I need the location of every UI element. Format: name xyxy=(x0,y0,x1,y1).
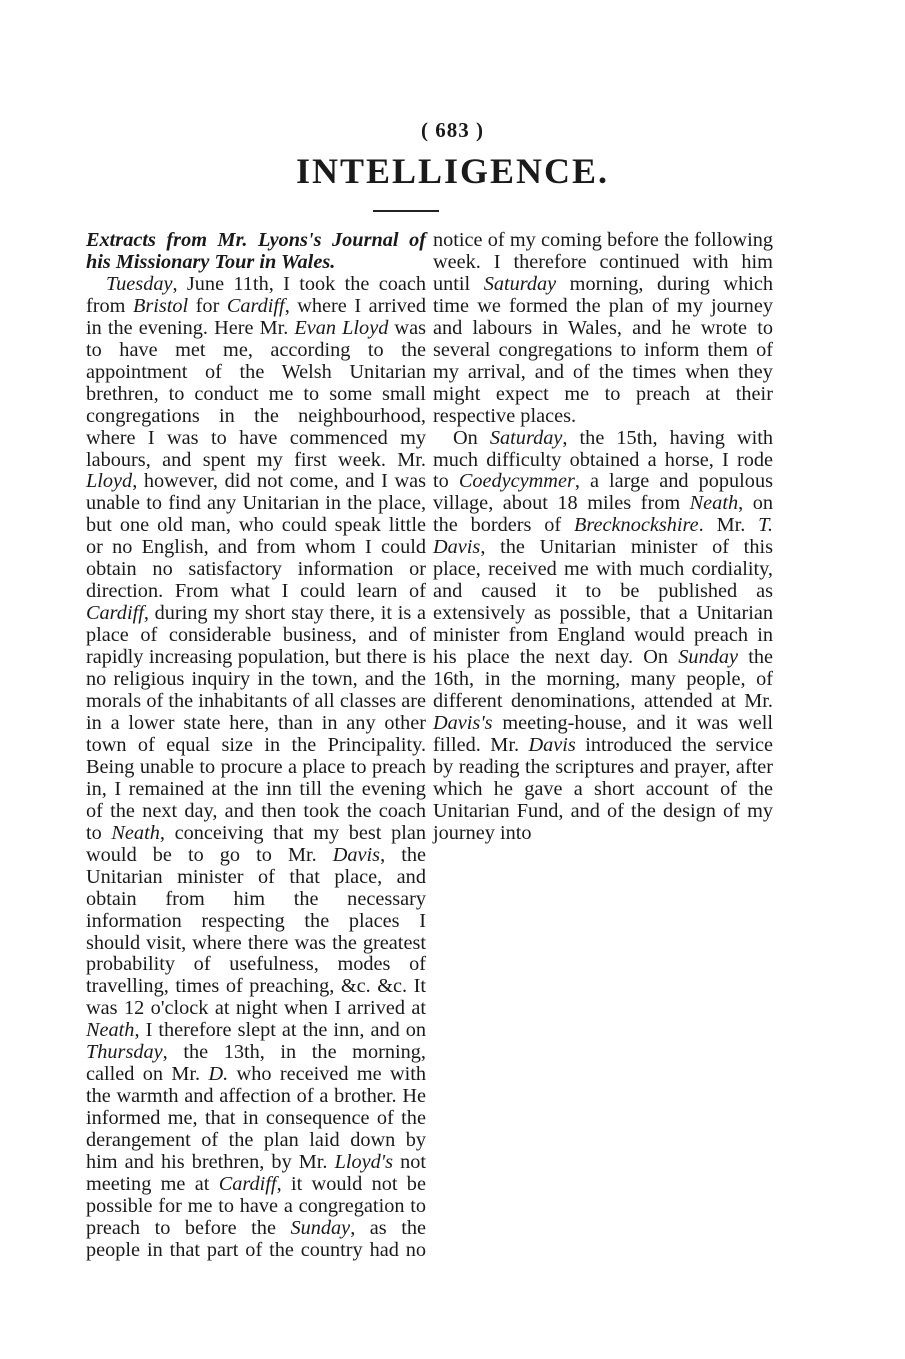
right-column xyxy=(433,230,773,845)
flow-left xyxy=(86,230,426,1262)
paragraph-1-continued: notice of my coming before the following week. I therefore continued with him until Saturday morning, during which time we formed the plan of my journey and labours in Wales, and he wrote to several congregations to inform them of my arrival, and of the times when they might expect me to preach at their respective places. xyxy=(433,229,773,427)
article-title: Extracts from Mr. Lyons's Journal of his Missionary Tour in Wales. xyxy=(86,229,426,273)
paragraph-1: Tuesday, June 11th, I took the coach from Bristol for Cardiff, where I arrived in the evening. Here Mr. Evan Lloyd was to have met me, according to the appointment of the Welsh Unitarian brethren, to conduct me to some small congregations in the neighbourhood, where I was to have commenced my labours, and spent my first week. Mr. Lloyd, however, did not come, and I was unable to find any Unitarian in the place, but one old man, who could speak little or no English, and from whom I could obtain no satisfactory information or direction. From what I could learn of Cardiff, during my short stay there, it is a place of considerable business, and of rapidly increasing population, but there is no religious inquiry in the town, and the morals of the inhabitants of all classes are in a lower state here, than in any other town of equal size in the Principality. Being unable to procure a place to preach in, I remained at the inn till the evening of the next day, and then took the coach to Neath, conceiving that my best plan would be to go to Mr. Davis, the Unitarian minister of that place, and obtain from him the necessary information respecting the places I should visit, where there was the greatest probability of usefulness, modes of travelling, times of preaching, &c. &c. It was 12 o'clock at night when I arrived at Neath, I therefore slept at the inn, and on Thursday, the 13th, in the morning, called on Mr. D. who received me with the warmth and affection of a brother. He informed me, that in consequence of the derangement of the plan laid down by him and his brethren, by Mr. Lloyd's not meeting me at Cardiff, it would not be possible for me to have a congregation to preach to before the Sunday, as the people in that part of the country had no xyxy=(86,272,427,1261)
flow-right xyxy=(433,230,773,845)
heading-rule xyxy=(373,210,439,212)
paragraph-2: On Saturday, the 15th, having with much difficulty obtained a horse, I rode to Coedycymmer, a large and populous village, about 18 miles from Neath, on the borders of Brecknockshire. Mr. T. Davis, the Unitarian minister of this place, received me with much cordiality, and caused it to be published as extensively as possible, that a Unitarian minister from England would preach in his place the next day. On Sunday the 16th, in the morning, many people, of different denominations, attended at Mr. Davis's meeting-house, and it was well filled. Mr. Davis introduced the service by reading the scriptures and prayer, after which he gave a short account of the Unitarian Fund, and of the design of my journey into xyxy=(433,426,774,844)
page-number: ( 683 ) xyxy=(421,118,484,142)
left-column xyxy=(86,230,426,1262)
section-heading: INTELLIGENCE. xyxy=(295,151,610,191)
